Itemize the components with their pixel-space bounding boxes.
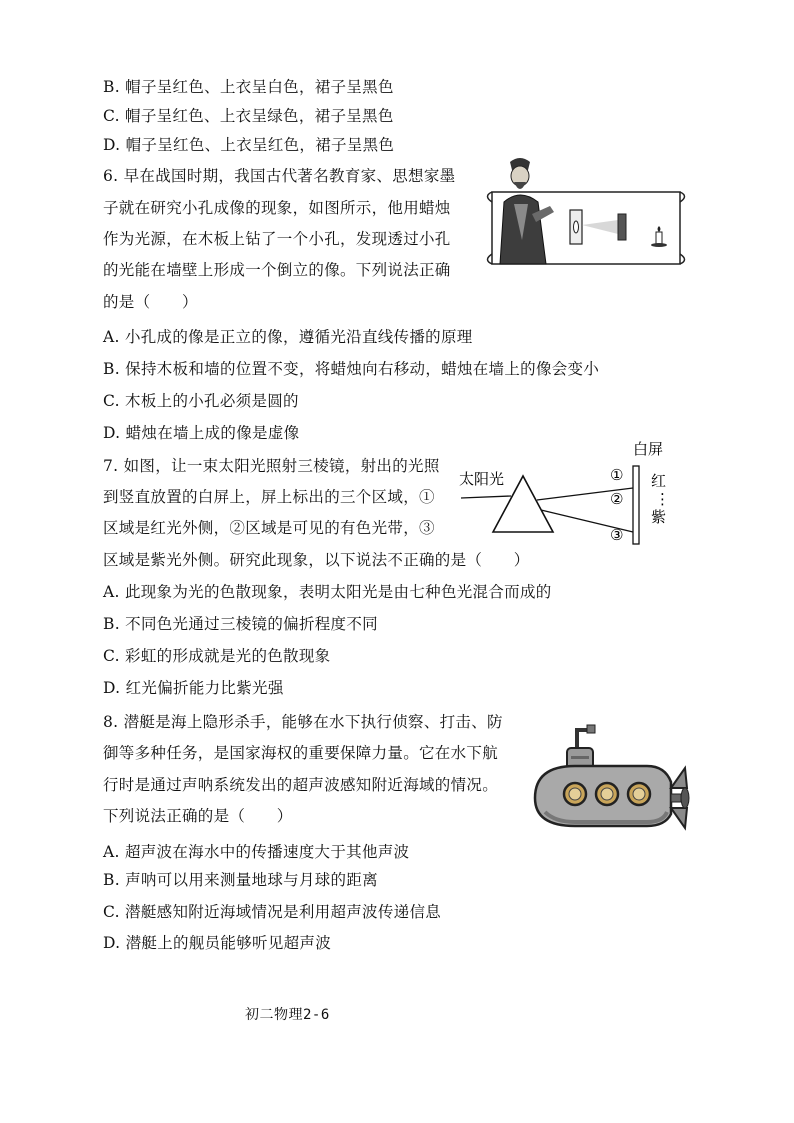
wall	[618, 214, 626, 240]
q7-option-a: A. 此现象为光的色散现象，表明太阳光是由七种色光混合而成的	[103, 583, 552, 601]
q7-option-c: C. 彩虹的形成就是光的色散现象	[103, 647, 331, 665]
q8-stem-line-1: 8. 潜艇是海上隐形杀手，能够在水下执行侦察、打击、防	[103, 713, 503, 731]
q7-stem-line-3: 区域是红光外侧，②区域是可见的有色光带，③	[103, 519, 435, 537]
submarine-icon	[535, 725, 689, 828]
mozi-pinhole-figure	[480, 152, 690, 270]
q8-stem-line-3: 行时是通过声呐系统发出的超声波感知附近海域的情况。	[103, 776, 499, 794]
white-screen	[633, 466, 639, 544]
submarine-figure	[525, 722, 695, 834]
q8-option-c: C. 潜艇感知附近海域情况是利用超声波传递信息	[103, 903, 442, 921]
sunlight-label: 太阳光	[459, 470, 505, 488]
ellipsis-label: ⋮	[655, 490, 670, 508]
q6-option-c: C. 木板上的小孔必须是圆的	[103, 392, 299, 410]
q6-stem-line-5: 的是（ ）	[103, 293, 198, 311]
q8-stem-line-4: 下列说法正确的是（ ）	[103, 807, 293, 825]
q6-stem-line-3: 作为光源，在木板上钻了一个小孔，发现透过小孔	[103, 230, 451, 248]
incoming-beam	[461, 496, 511, 498]
q7-option-d: D. 红光偏折能力比紫光强	[103, 679, 284, 697]
q7-stem-line-1: 7. 如图，让一束太阳光照射三棱镜，射出的光照	[103, 457, 440, 475]
q6-stem-line-4: 的光能在墙壁上形成一个倒立的像。下列说法正确	[103, 261, 451, 279]
q7-stem-line-2: 到竖直放置的白屏上，屏上标出的三个区域，①	[103, 488, 435, 506]
screen-label: 白屏	[633, 440, 664, 458]
q6-stem-line-2: 子就在研究小孔成像的现象，如图所示，他用蜡烛	[103, 199, 451, 217]
q6-option-b: B. 保持木板和墙的位置不变，将蜡烛向右移动，蜡烛在墙上的像会变小	[103, 360, 600, 378]
q7-stem-line-4: 区域是紫光外侧。研究此现象，以下说法不正确的是（ ）	[103, 551, 530, 569]
region-1-label: ①	[610, 466, 624, 484]
q6-option-d: D. 蜡烛在墙上成的像是虚像	[103, 424, 300, 442]
q6-option-a: A. 小孔成的像是正立的像，遵循光沿直线传播的原理	[103, 328, 473, 346]
violet-label: 紫	[651, 508, 667, 526]
q8-option-b: B. 声呐可以用来测量地球与月球的距离	[103, 871, 378, 889]
q8-option-d: D. 潜艇上的舰员能够听见超声波	[103, 934, 332, 952]
region-3-label: ③	[610, 526, 624, 544]
q8-option-a: A. 超声波在海水中的传播速度大于其他声波	[103, 843, 410, 861]
candle-icon	[656, 232, 662, 244]
region-2-label: ②	[610, 490, 624, 508]
page-footer: 初二物理2-6	[245, 1007, 330, 1023]
q8-stem-line-2: 御等多种任务，是国家海权的重要保障力量。它在水下航	[103, 744, 499, 762]
q5-option-b: B. 帽子呈红色、上衣呈白色，裙子呈黑色	[103, 78, 394, 96]
q5-option-c: C. 帽子呈红色、上衣呈绿色，裙子呈黑色	[103, 107, 394, 125]
q7-option-b: B. 不同色光通过三棱镜的偏折程度不同	[103, 615, 378, 633]
red-label: 红	[651, 472, 667, 490]
prism-dispersion-figure	[455, 436, 685, 548]
q6-stem-line-1: 6. 早在战国时期，我国古代著名教育家、思想家墨	[103, 167, 456, 185]
q5-option-d: D. 帽子呈红色、上衣呈红色，裙子呈黑色	[103, 136, 395, 154]
